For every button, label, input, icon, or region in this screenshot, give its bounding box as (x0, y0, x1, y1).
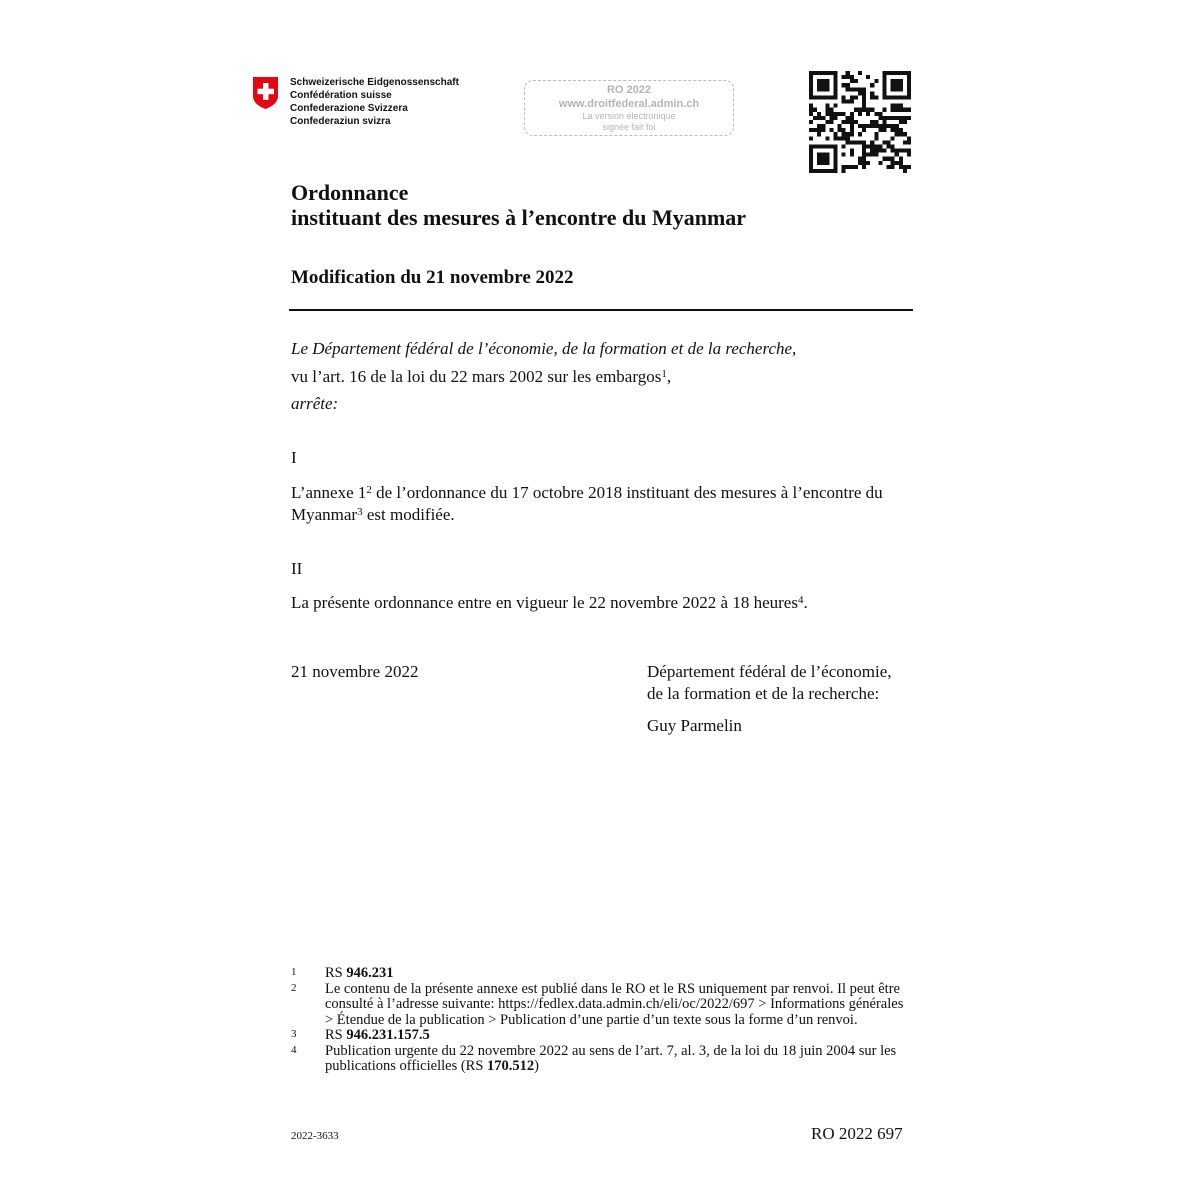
footnote-ref-4[interactable]: 4 (797, 594, 804, 606)
preamble (291, 338, 913, 415)
modification-date: Modification du 21 novembre 2022 (291, 267, 574, 288)
signature-date: 21 novembre 2022 (291, 662, 419, 681)
footnote-3-ref: 946.231.157.5 (346, 1027, 430, 1043)
authority-line-rm: Confederaziun svizra (290, 116, 391, 127)
footnote-4-number: 4 (291, 1043, 297, 1056)
signatory-name: Guy Parmelin (647, 716, 742, 735)
footnote-4-ref: 170.512 (487, 1058, 535, 1074)
signature-department (647, 661, 917, 737)
document-number: 2022-3633 (291, 1130, 339, 1142)
footnote-3-number: 3 (291, 1028, 297, 1040)
footnotes (291, 966, 913, 1075)
preamble-basis (291, 366, 913, 388)
section-2-text (291, 592, 913, 614)
stamp-note-1: La version électronique (582, 111, 676, 121)
footnote-ref-3[interactable]: 3 (357, 506, 363, 518)
preamble-basis-end: , (666, 367, 672, 386)
stamp-note-2: signée fait foi (602, 122, 656, 132)
footnote-3 (291, 1028, 913, 1044)
stamp-ro: RO 2022 (606, 84, 652, 96)
stamp-url: www.droitfederal.admin.ch (558, 98, 700, 110)
footnote-ref-2[interactable]: 2 (366, 484, 372, 496)
section-2-text-end: . (803, 593, 808, 612)
section-1-text (291, 482, 913, 526)
footnote-1 (291, 966, 913, 982)
authority-line-it: Confederazione Svizzera (290, 103, 408, 114)
qr-code-icon (809, 71, 911, 173)
footnote-1-prefix: RS (325, 965, 347, 981)
authority-names (290, 76, 459, 128)
footnote-1-number: 1 (291, 966, 297, 978)
footnote-4-text: Publication urgente du 22 novembre 2022 au sens de l’art. 7, al. 3, de la loi du 18 juin 2004 sur les publications officielles (RS (325, 1042, 897, 1074)
section-1-text-b: de l’ordonnance du 17 octobre 2018 instituant des mesures à l’encontre du Myanmar (291, 483, 883, 524)
footnote-1-ref: 946.231 (346, 965, 394, 981)
title-line-2: instituant des mesures à l’encontre du Myanmar (291, 205, 747, 230)
department-line-2: de la formation et de la recherche: (647, 684, 880, 703)
title-line-1: Ordonnance (291, 180, 409, 205)
footnote-4-end: ) (534, 1058, 539, 1074)
authority-line-fr: Confédération suisse (290, 90, 392, 101)
section-1-text-c: est modifiée. (362, 505, 455, 524)
footnote-2-number: 2 (291, 981, 297, 994)
section-1-text-a: L’annexe 1 (291, 483, 367, 502)
federal-logo (252, 76, 459, 128)
footnote-4 (291, 1044, 913, 1075)
footnote-ref-1[interactable]: 1 (661, 368, 667, 380)
ro-reference: RO 2022 697 (811, 1124, 903, 1143)
preamble-authority: Le Département fédéral de l’économie, de la formation et de la recherche, (291, 339, 797, 358)
footnote-2-text: Le contenu de la présente annexe est publié dans le RO et le RS uniquement par renvoi. Il peut être consulté à l’adresse suivante: https://fedlex.data.admin.ch/eli/oc/2022/697 > Informations générales > Étendue de la publication > Publication d’une partie d’un texte sous la forme d’un renvoi. (325, 980, 904, 1028)
electronic-signature-stamp (524, 80, 734, 136)
preamble-basis-text: vu l’art. 16 de la loi du 22 mars 2002 sur les embargos (291, 367, 662, 386)
title-divider (289, 309, 913, 311)
footnote-3-prefix: RS (325, 1027, 347, 1043)
department-line-1: Département fédéral de l’économie, (647, 662, 892, 681)
authority-line-de: Schweizerische Eidgenossenschaft (290, 77, 459, 88)
document-title (291, 180, 746, 230)
section-2-number: II (291, 559, 303, 578)
footnote-2 (291, 982, 913, 1029)
preamble-decree: arrête: (291, 394, 339, 413)
section-2-text-main: La présente ordonnance entre en vigueur le 22 novembre 2022 à 18 heures (291, 593, 798, 612)
swiss-cross-icon (252, 76, 279, 110)
section-1-number: I (291, 448, 297, 467)
